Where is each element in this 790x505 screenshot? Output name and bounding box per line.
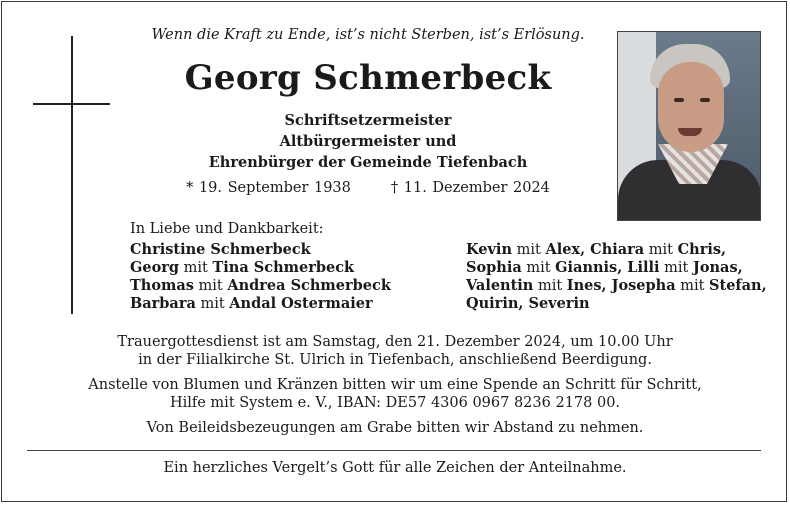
family-name: Georg <box>130 259 180 276</box>
family-line <box>130 259 391 277</box>
service-line: in der Filialkirche St. Ulrich in Tiefenbach, anschließend Beerdigung. <box>138 352 652 368</box>
family-line <box>130 241 391 259</box>
donation-notice <box>50 376 740 412</box>
family-connector: mit <box>512 242 546 258</box>
titles-block <box>118 110 618 173</box>
family-connector: mit <box>659 260 693 276</box>
family-name: Valentin <box>466 277 534 294</box>
family-connector: mit <box>675 278 710 294</box>
divider <box>27 450 761 451</box>
family-connector: mit <box>644 242 678 258</box>
family-name: Thomas <box>130 277 194 294</box>
family-name: Giannis, Lilli <box>555 259 660 276</box>
family-line <box>466 277 767 295</box>
service-line: Trauergottesdienst ist am Samstag, den 21. Dezember 2024, um 10.00 Uhr <box>117 334 673 350</box>
family-line <box>466 295 767 313</box>
family-line <box>466 241 767 259</box>
cross-icon <box>71 36 73 314</box>
family-name: Chris, <box>677 241 727 258</box>
family-name: Jonas, <box>692 259 743 276</box>
death-date: † 11. Dezember 2024 <box>390 180 550 196</box>
family-name: Stefan, <box>709 277 767 294</box>
family-line <box>130 295 391 313</box>
family-name: Christine Schmerbeck <box>130 241 311 258</box>
portrait-photo <box>617 31 761 221</box>
thanks-text: Ein herzliches Vergelt’s Gott für alle Zeichen der Anteilnahme. <box>163 460 627 476</box>
motto-text: Wenn die Kraft zu Ende, ist’s nicht Sterben, ist’s Erlösung. <box>151 27 585 43</box>
birth-date: * 19. September 1938 <box>186 180 351 196</box>
life-dates <box>118 180 618 196</box>
family-list-left <box>130 241 391 313</box>
service-notice <box>50 333 740 369</box>
family-connector: mit <box>533 278 567 294</box>
family-name: Alex, Chiara <box>545 241 645 258</box>
family-name: Kevin <box>466 241 512 258</box>
family-name: Quirin, Severin <box>466 295 590 312</box>
family-name: Tina Schmerbeck <box>212 259 355 276</box>
family-connector: mit <box>195 296 230 312</box>
family-name: Ines, Josepha <box>566 277 676 294</box>
in-love-label: In Liebe und Dankbarkeit: <box>130 221 324 237</box>
family-connector: mit <box>521 260 556 276</box>
condolence-notice: Von Beileidsbezeugungen am Grabe bitten wir Abstand zu nehmen. <box>146 420 644 436</box>
family-connector: mit <box>179 260 213 276</box>
family-line <box>130 277 391 295</box>
family-line <box>466 259 767 277</box>
family-connector: mit <box>193 278 228 294</box>
cross-icon-bar <box>33 103 110 105</box>
title-line: Altbürgermeister und <box>279 133 457 150</box>
deceased-name: Georg Schmerbeck <box>184 58 552 98</box>
family-name: Andrea Schmerbeck <box>227 277 391 294</box>
donation-line: Anstelle von Blumen und Kränzen bitten wir um eine Spende an Schritt für Schritt, <box>88 377 702 393</box>
title-line: Ehrenbürger der Gemeinde Tiefenbach <box>208 154 528 171</box>
family-name: Sophia <box>466 259 522 276</box>
title-line: Schriftsetzermeister <box>284 112 452 129</box>
family-name: Andal Ostermaier <box>229 295 373 312</box>
family-name: Barbara <box>130 295 196 312</box>
donation-line: Hilfe mit System e. V., IBAN: DE57 4306 0967 8236 2178 00. <box>169 395 621 411</box>
family-list-right <box>466 241 767 313</box>
